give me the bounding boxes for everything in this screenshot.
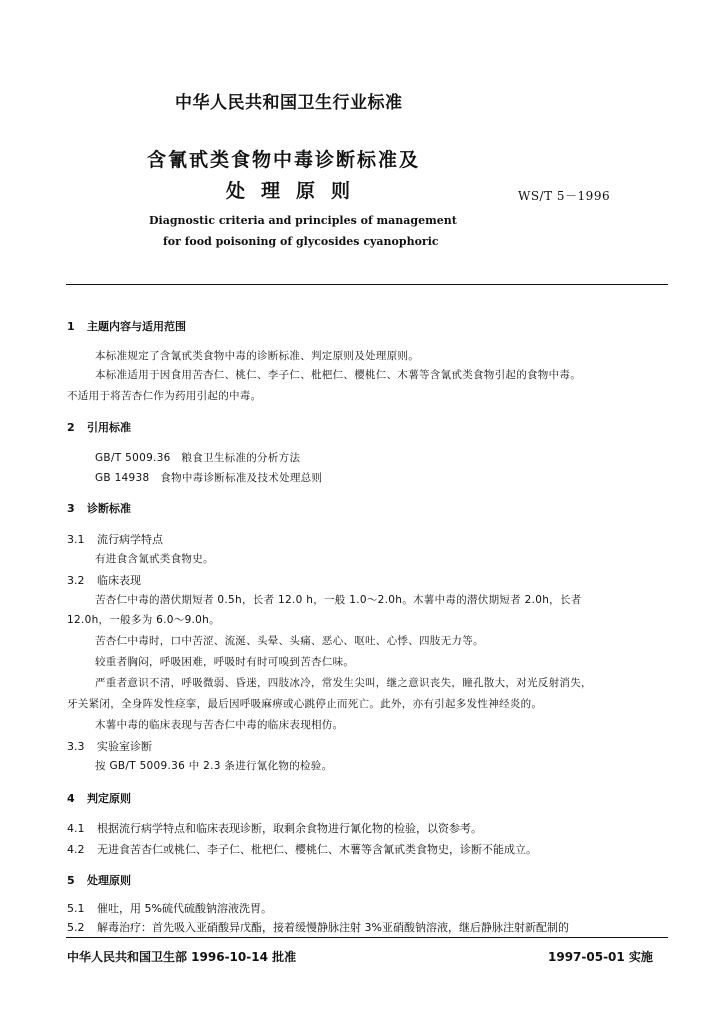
standard-code: WS/T 5－1996 [518,189,611,203]
subsection-3-1-heading [67,531,163,547]
section-title: 诊断标准 [87,502,131,515]
document-org-header: 中华人民共和国卫生行业标准 [175,93,403,113]
clause-number: 5.2 [67,921,85,934]
subsection-number: 3.2 [67,574,85,587]
section-number: 5 [67,874,75,887]
clause-number: 4.1 [67,822,85,835]
paragraph: 木薯中毒的临床表现与苦杏仁中毒的临床表现相仿。 [95,719,344,731]
reference-item: GB/T 5009.36 粮食卫生标准的分析方法 [95,452,301,464]
section-number: 4 [67,792,75,805]
paragraph: 12.0h，一般多为 6.0～9.0h。 [67,614,220,626]
section-1-heading [67,318,186,334]
paragraph: 本标准适用于因食用苦杏仁、桃仁、李子仁、枇杷仁、樱桃仁、木薯等含氰甙类食物引起的食物中毒。 [95,369,581,381]
section-title: 处理原则 [87,874,131,887]
clause-4-2 [67,841,537,857]
section-3-heading [67,500,131,516]
paragraph: 不适用于将苦杏仁作为药用引起的中毒。 [67,390,262,402]
section-title: 主题内容与适用范围 [87,320,186,333]
subsection-3-3-heading [67,738,152,754]
clause-text: 解毒治疗：首先吸入亚硝酸异戊酯，接着缓慢静脉注射 3%亚硝酸钠溶液，继后静脉注射新配制的 [97,921,569,934]
approval-date: 中华人民共和国卫生部 1996-10-14 批准 [67,950,297,964]
section-number: 2 [67,421,75,434]
subsection-title: 临床表现 [97,574,141,587]
english-title-line1: Diagnostic criteria and principles of management [149,214,457,227]
paragraph: 苦杏仁中毒的潜伏期短者 0.5h，长者 12.0 h，一般 1.0～2.0h。木薯中毒的潜伏期短者 2.0h，长者 [95,594,582,606]
subsection-number: 3.3 [67,740,85,753]
paragraph: 严重者意识不清，呼吸微弱、昏迷，四肢冰冷，常发生尖叫，继之意识丧失，瞳孔散大，对光反射消失， [95,677,592,689]
section-2-heading [67,419,131,435]
paragraph: 有进食含氰甙类食物史。 [95,553,214,565]
reference-item: GB 14938 食物中毒诊断标准及技术处理总则 [95,472,323,484]
clause-text: 无进食苦杏仁或桃仁、李子仁、枇杷仁、樱桃仁、木薯等含氰甙类食物史，诊断不能成立。 [97,843,537,856]
paragraph: 本标准规定了含氰甙类食物中毒的诊断标准、判定原则及处理原则。 [95,350,419,362]
section-4-heading [67,790,131,806]
section-number: 1 [67,320,75,333]
section-title: 引用标准 [87,421,131,434]
top-divider [66,284,668,285]
effective-date: 1997-05-01 实施 [548,950,653,964]
clause-5-1 [67,900,272,916]
paragraph: 苦杏仁中毒时，口中苦涩、流涎、头晕、头痛、恶心、呕吐、心悸、四肢无力等。 [95,635,484,647]
paragraph: 牙关紧闭，全身阵发性痉挛，最后因呼吸麻痹或心跳停止而死亡。此外，亦有引起多发性神经炎的。 [67,698,543,710]
clause-5-2 [67,919,569,935]
section-title: 判定原则 [87,792,131,805]
clause-text: 催吐，用 5%硫代硫酸钠溶液洗胃。 [97,902,272,915]
clause-text: 根据流行病学特点和临床表现诊断，取剩余食物进行氰化物的检验，以资参考。 [97,822,482,835]
document-title-line1: 含氰甙类食物中毒诊断标准及 [147,149,421,171]
paragraph: 较重者胸闷，呼吸困难，呼吸时有时可嗅到苦杏仁味。 [95,656,355,668]
clause-number: 4.2 [67,843,85,856]
english-title-line2: for food poisoning of glycosides cyanophoric [163,235,439,248]
subsection-title: 实验室诊断 [97,740,152,753]
clause-4-1 [67,820,482,836]
paragraph: 按 GB/T 5009.36 中 2.3 条进行氰化物的检验。 [95,760,333,772]
subsection-title: 流行病学特点 [97,533,163,546]
subsection-3-2-heading [67,572,141,588]
subsection-number: 3.1 [67,533,85,546]
bottom-divider [66,937,668,938]
section-5-heading [67,872,131,888]
document-title-line2: 处理原则 [226,180,367,202]
clause-number: 5.1 [67,902,85,915]
section-number: 3 [67,502,75,515]
